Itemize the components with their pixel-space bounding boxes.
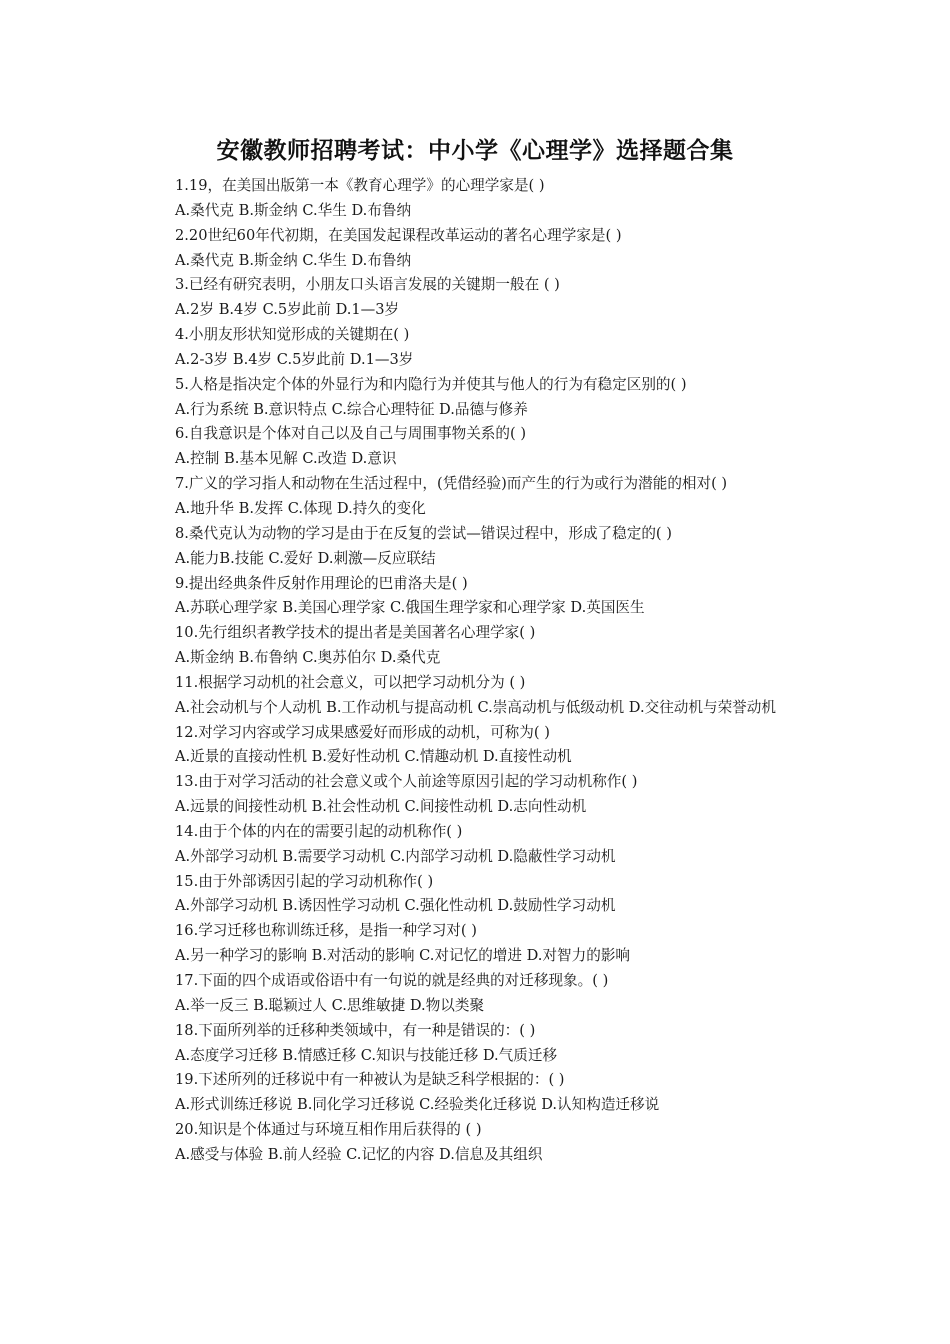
question-text: 9.提出经典条件反射作用理论的巴甫洛夫是( ) [175,574,468,592]
question-text: 3.已经有研究表明，小朋友口头语言发展的关键期一般在 ( ) [175,276,560,294]
question-text: 15.由于外部诱因引起的学习动机称作( ) [175,872,434,890]
answer-options: A.态度学习迁移 B.情感迁移 C.知识与技能迁移 D.气质迁移 [175,1046,558,1064]
question-text: 14.由于个体的内在的需要引起的动机称作( ) [175,822,463,840]
answer-options: A.苏联心理学家 B.美国心理学家 C.俄国生理学家和心理学家 D.英国医生 [175,599,645,617]
question-text: 4.小朋友形状知觉形成的关键期在( ) [175,326,410,344]
question-text: 2.20世纪60年代初期，在美国发起课程改革运动的著名心理学家是( ) [175,226,622,244]
question-text: 19.下述所列的迁移说中有一种被认为是缺乏科学根据的：( ) [175,1071,565,1089]
answer-options: A.控制 B.基本见解 C.改造 D.意识 [175,450,397,468]
question-text: 10.先行组织者教学技术的提出者是美国著名心理学家( ) [175,624,536,642]
question-text: 16.学习迁移也称训练迁移，是指一种学习对( ) [175,922,477,940]
question-text: 8.桑代克认为动物的学习是由于在反复的尝试—错误过程中，形成了稳定的( ) [175,524,672,542]
answer-options: A.外部学习动机 B.诱因性学习动机 C.强化性动机 D.鼓励性学习动机 [175,897,616,915]
question-text: 17.下面的四个成语或俗语中有一句说的就是经典的对迁移现象。( ) [175,972,609,989]
question-text: 11.根据学习动机的社会意义，可以把学习动机分为 ( ) [175,673,526,691]
answer-options: A.桑代克 B.斯金纳 C.华生 D.布鲁纳 [175,251,412,269]
answer-options: A.外部学习动机 B.需要学习动机 C.内部学习动机 D.隐蔽性学习动机 [175,847,616,865]
question-list [145,174,815,1168]
answer-options: A.能力B.技能 C.爱好 D.刺激—反应联结 [175,549,436,567]
answer-options: A.社会动机与个人动机 B.工作动机与提高动机 C.崇高动机与低级动机 D.交往动机与荣誉动机 [175,698,776,716]
answer-options: A.斯金纳 B.布鲁纳 C.奥苏伯尔 D.桑代克 [175,649,441,667]
answer-options: A.2岁 B.4岁 C.5岁此前 D.1—3岁 [175,301,400,319]
answer-options: A.举一反三 B.聪颖过人 C.思维敏捷 D.物以类聚 [175,996,485,1014]
question-text: 7.广义的学习指人和动物在生活过程中，(凭借经验)而产生的行为或行为潜能的相对( ) [175,475,728,493]
answer-options: A.另一种学习的影响 B.对活动的影响 C.对记忆的增进 D.对智力的影响 [175,947,631,965]
question-text: 6.自我意识是个体对自己以及自己与周围事物关系的( ) [175,425,527,443]
answer-options: A.2-3岁 B.4岁 C.5岁此前 D.1—3岁 [175,350,414,368]
answer-options: A.地升华 B.发挥 C.体现 D.持久的变化 [175,499,426,517]
question-text: 13.由于对学习活动的社会意义或个人前途等原因引起的学习动机称作( ) [175,773,638,791]
question-text: 5.人格是指决定个体的外显行为和内隐行为并使其与他人的行为有稳定区别的( ) [175,375,687,393]
answer-options: A.远景的间接性动机 B.社会性动机 C.间接性动机 D.志向性动机 [175,798,587,816]
answer-options: A.桑代克 B.斯金纳 C.华生 D.布鲁纳 [175,201,412,219]
question-text: 12.对学习内容或学习成果感爱好而形成的动机，可称为( ) [175,723,550,741]
answer-options: A.近景的直接动性机 B.爱好性动机 C.情趣动机 D.直接性动机 [175,748,572,766]
question-text: 1.19，在美国出版第一本《教育心理学》的心理学家是( ) [175,177,545,194]
question-text: 20.知识是个体通过与环境互相作用后获得的 ( ) [175,1121,482,1139]
answer-options: A.感受与体验 B.前人经验 C.记忆的内容 D.信息及其组织 [175,1145,543,1163]
answer-options: A.形式训练迁移说 B.同化学习迁移说 C.经验类化迁移说 D.认知构造迁移说 [175,1096,660,1114]
answer-options: A.行为系统 B.意识特点 C.综合心理特征 D.品德与修养 [175,400,528,418]
page-title: 安徽教师招聘考试：中小学《心理学》选择题合集 [216,138,734,164]
question-text: 18.下面所列举的迁移种类领域中，有一种是错误的：( ) [175,1021,536,1039]
